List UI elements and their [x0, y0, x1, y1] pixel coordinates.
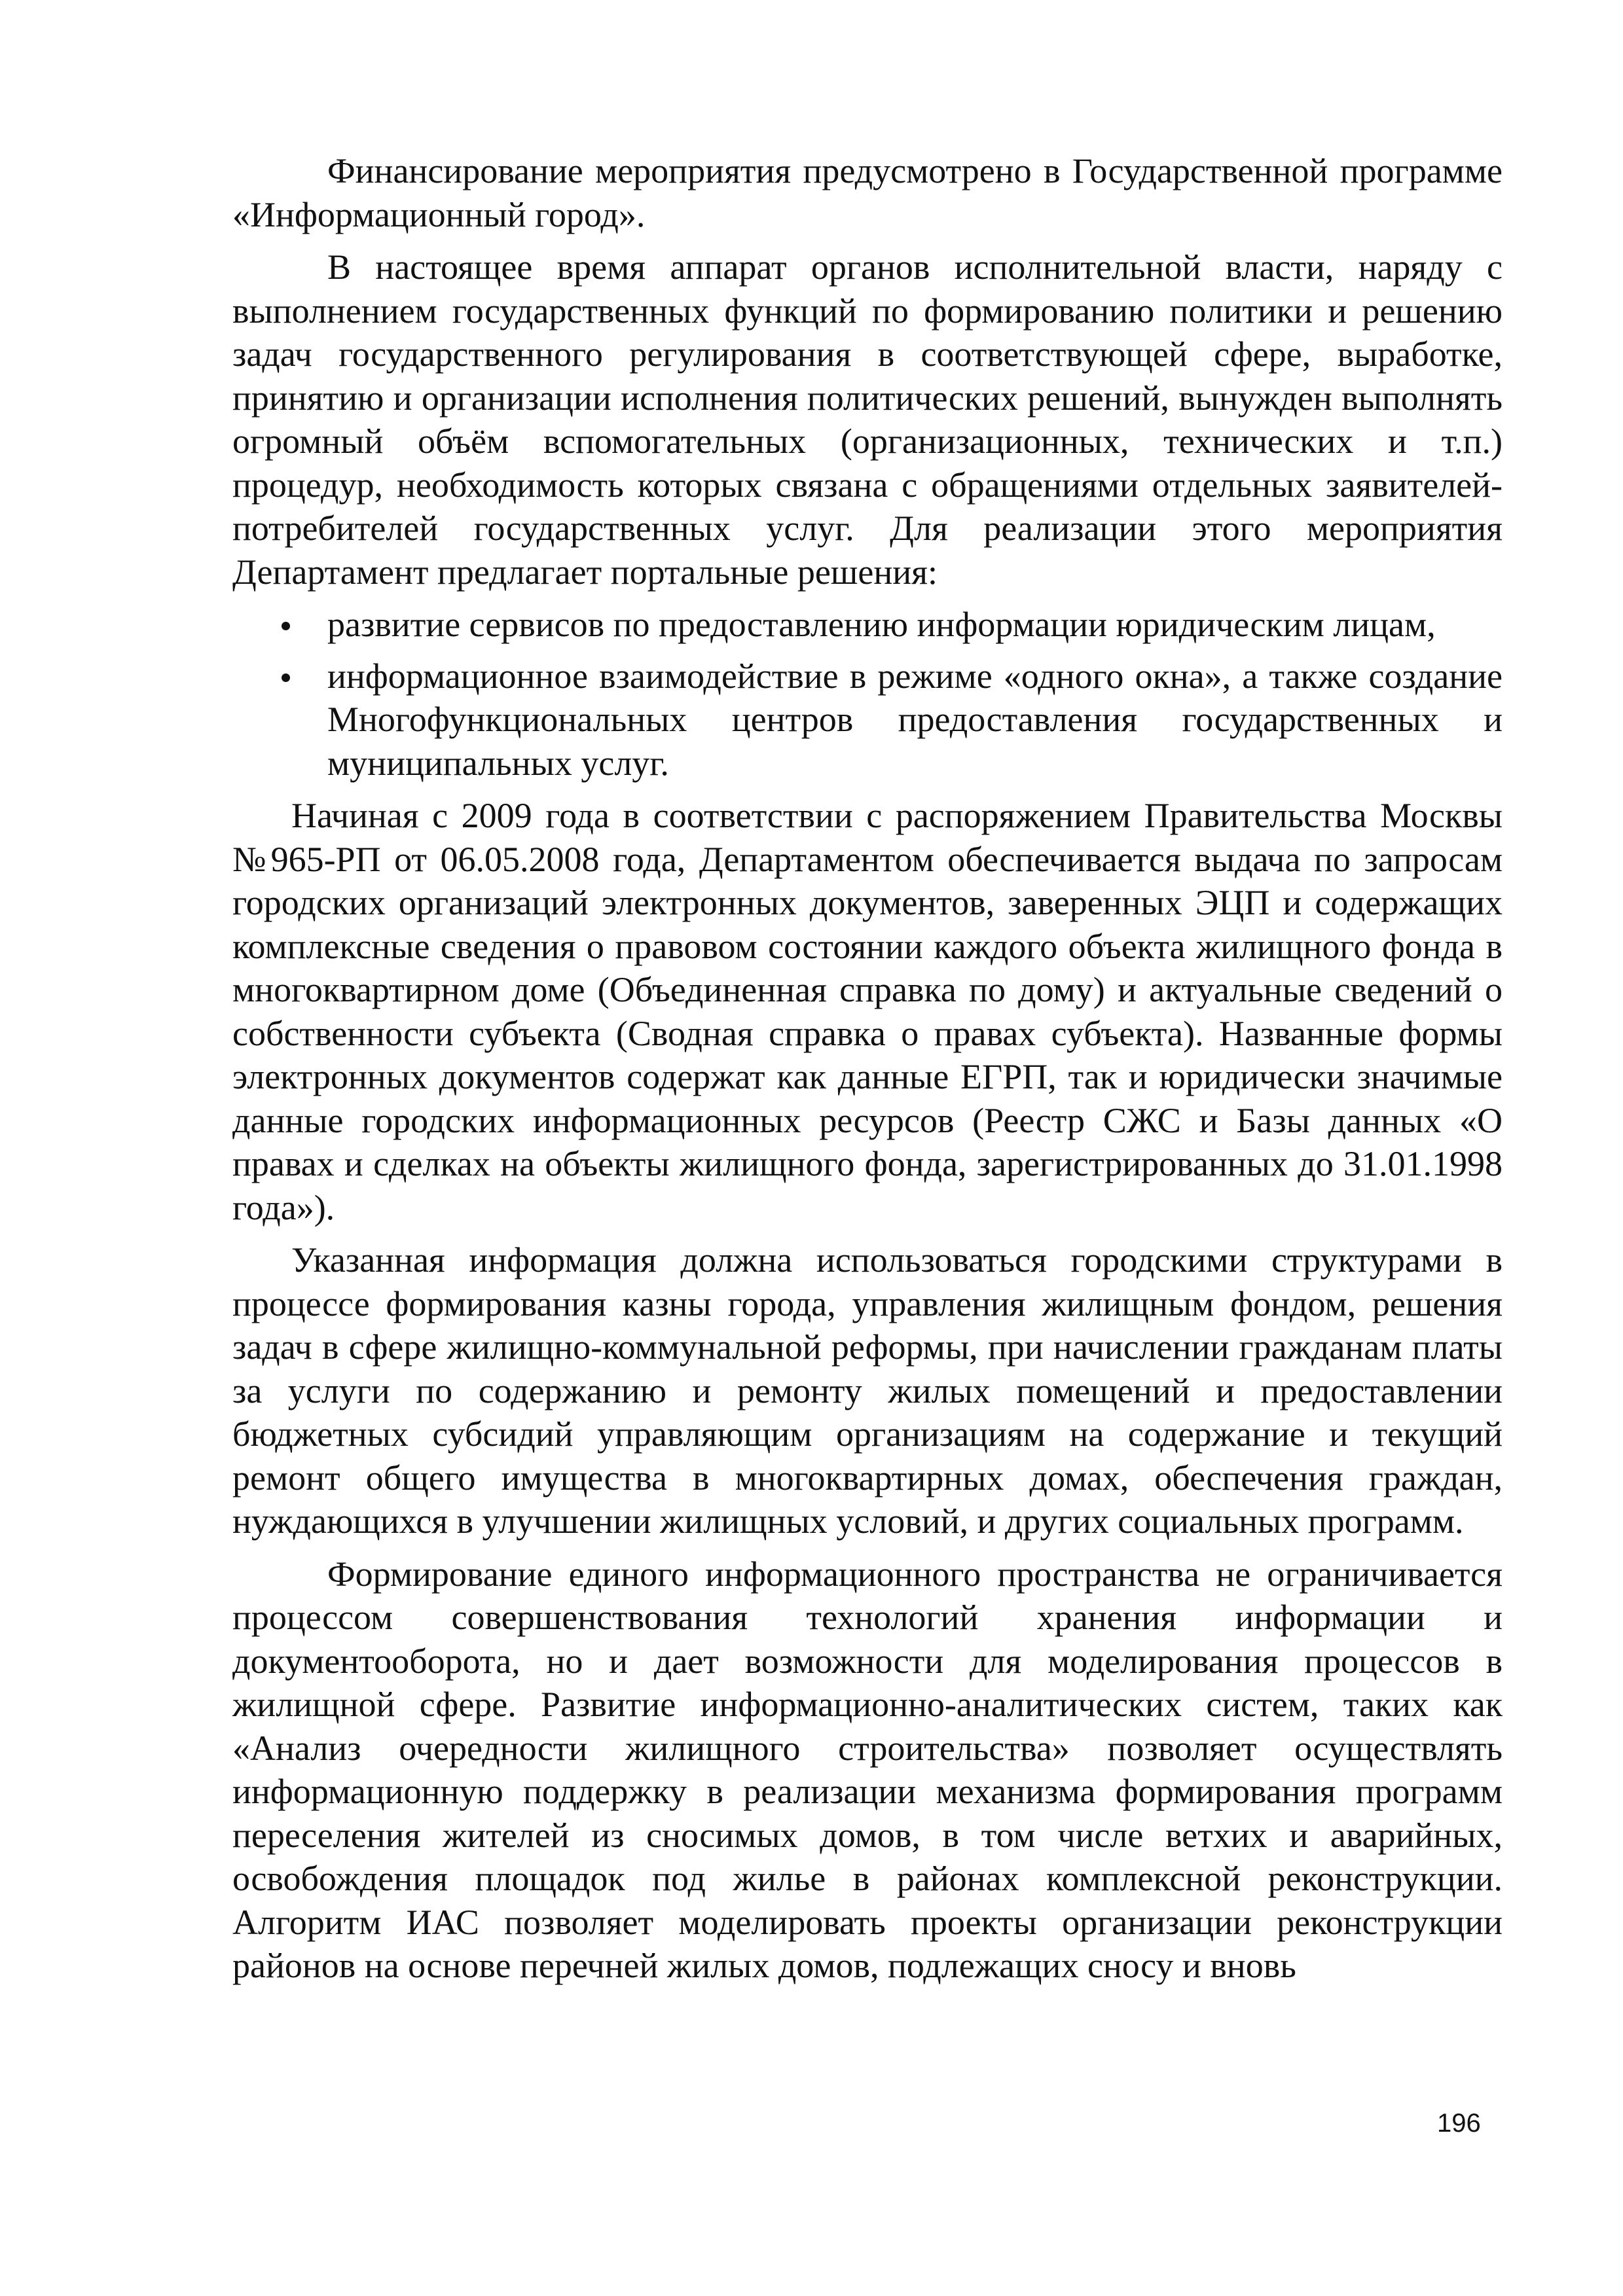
list-item-text: развитие сервисов по предоставлению информации юридическим лицам,	[327, 605, 1436, 644]
paragraph-executive-power: В настоящее время аппарат органов исполнительной власти, наряду с выполнением государственных функций по формированию политики и решению задач государственного регулирования в соответствующей сфере, выработке, принятию и организации исполнения политических решений, вынужден выполнять огромный объём вспомогательных (организационных, технических и т.п.) процедур, необходимость которых связана с обращениями отдельных заявителей-потребителей государственных услуг. Для реализации этого мероприятия Департамент предлагает портальные решения:	[232, 247, 1503, 592]
list-item-text: информационное взаимодействие в режиме «одного окна», а также создание Многофункциональных центров предоставления государственных и муниципальных услуг.	[327, 656, 1503, 783]
bullet-list	[232, 603, 1503, 785]
list-item	[232, 655, 1503, 785]
page-number: 196	[1437, 2109, 1481, 2138]
bullet-icon	[282, 622, 290, 630]
paragraph-information-use: Указанная информация должна использоваться городскими структурами в процессе формирования казны города, управления жилищным фондом, решения задач в сфере жилищно-коммунальной реформы, при начислении гражданам платы за услуги по содержанию и ремонту жилых помещений и предоставлении бюджетных субсидий управляющим организациям на содержание и текущий ремонт общего имущества в многоквартирных домах, обеспечения граждан, нуждающихся в улучшении жилищных условий, и других социальных программ.	[232, 1240, 1503, 1541]
body-text	[232, 149, 1503, 1997]
bullet-icon	[282, 673, 290, 682]
paragraph-since-2009: Начиная с 2009 года в соответствии с распоряжением Правительства Москвы №965-РП от 06.05.2008 года, Департаментом обеспечивается выдача по запросам городских организаций электронных документов, заверенных ЭЦП и содержащих комплексные сведения о правовом состоянии каждого объекта жилищного фонда в многоквартирном доме (Объединенная справка по дому) и актуальные сведений о собственности субъекта (Сводная справка о правах субъекта). Названные формы электронных документов содержат как данные ЕГРП, так и юридически значимые данные городских информационных ресурсов (Реестр СЖС и Базы данных «О правах и сделках на объекты жилищного фонда, зарегистрированных до 31.01.1998 года»).	[232, 796, 1503, 1227]
list-item	[232, 603, 1503, 647]
paragraph-information-space: Формирование единого информационного пространства не ограничивается процессом совершенствования технологий хранения информации и документооборота, но и дает возможности для моделирования процессов в жилищной сфере. Развитие информационно-аналитических систем, таких как «Анализ очередности жилищного строительства» позволяет осуществлять информационную поддержку в реализации механизма формирования программ переселения жителей из сносимых домов, в том числе ветхих и аварийных, освобождения площадок под жилье в районах комплексной реконструкции. Алгоритм ИАС позволяет моделировать проекты организации реконструкции районов на основе перечней жилых домов, подлежащих сносу и вновь	[232, 1554, 1503, 1985]
paragraph-financing: Финансирование мероприятия предусмотрено в Государственной программе «Информационный город».	[232, 151, 1503, 234]
